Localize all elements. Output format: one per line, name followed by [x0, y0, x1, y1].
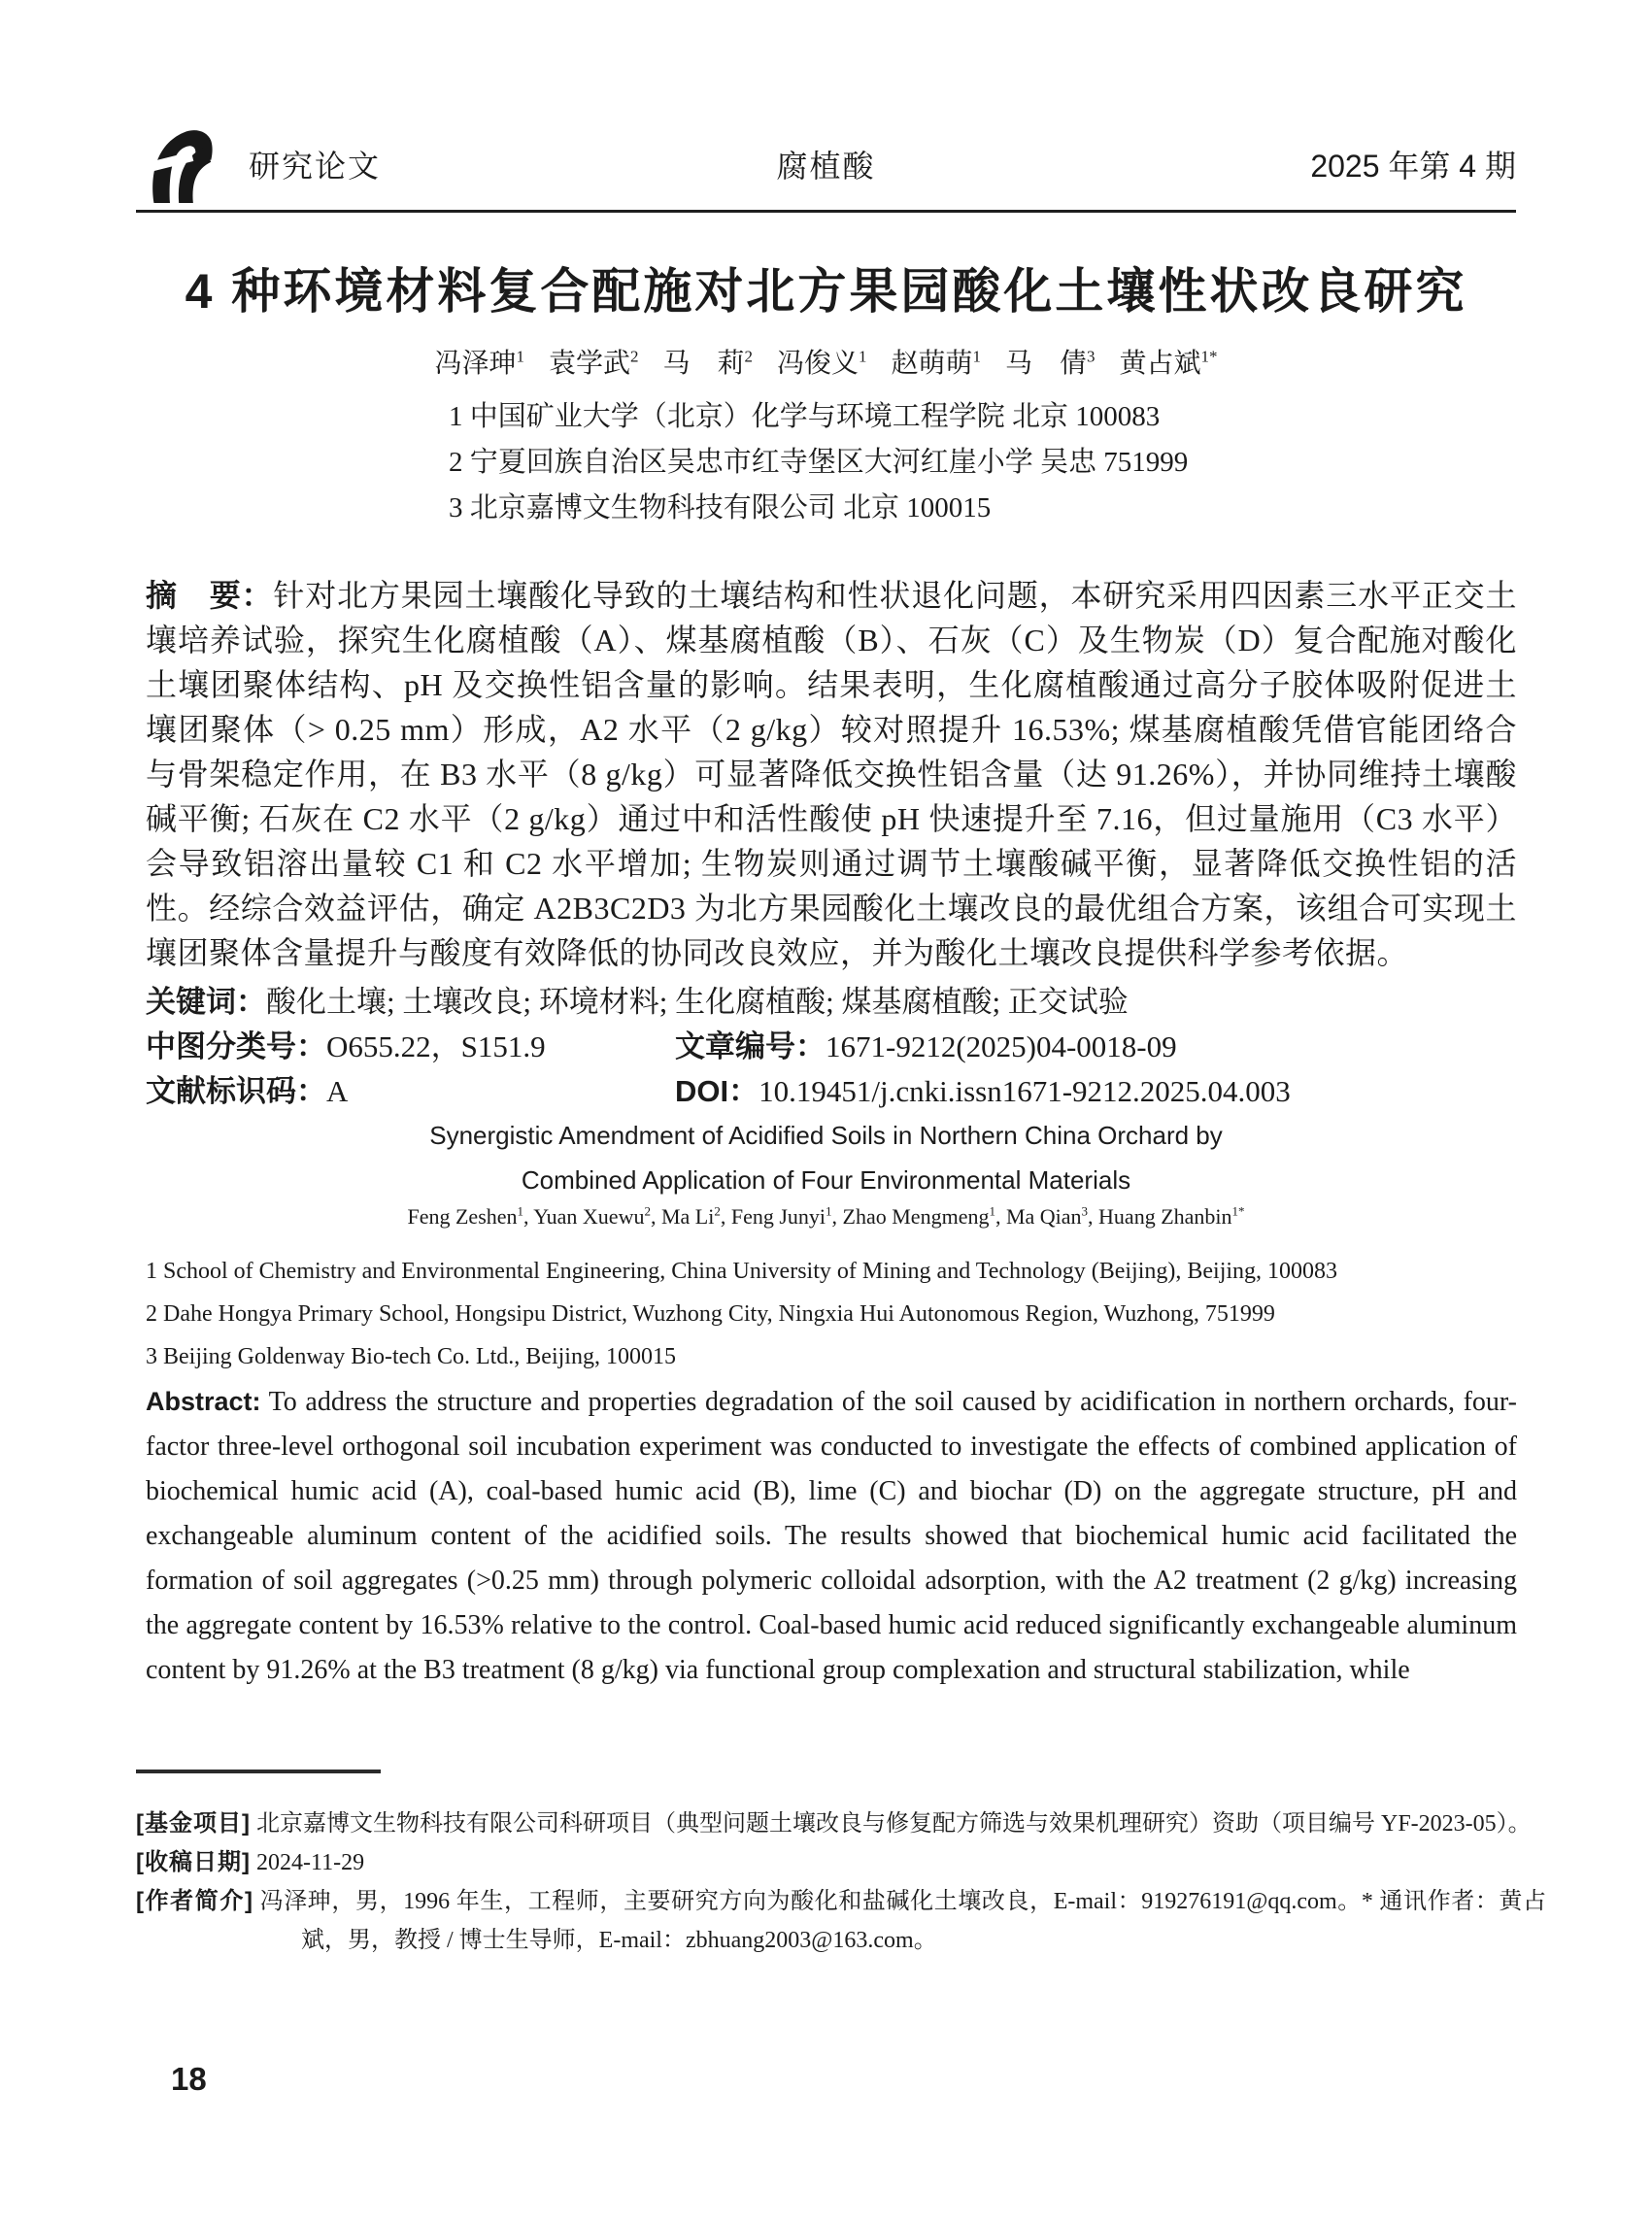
- author-superscript: 1*: [1231, 1204, 1245, 1219]
- footnote-item: [136, 1882, 1546, 1960]
- author-name: Yuan Xuewu: [533, 1204, 645, 1230]
- author-superscript: 2: [714, 1204, 721, 1219]
- doc-code-pair: [146, 1066, 675, 1110]
- author-superscript: 1: [517, 1204, 524, 1219]
- footnote-text: 2024-11-29: [255, 1850, 365, 1875]
- author-name: Feng Zeshen: [407, 1204, 518, 1230]
- footnote-item: [136, 1843, 1546, 1882]
- author-name: 黄占斌: [1119, 349, 1201, 379]
- keywords-label: 关键词：: [146, 985, 266, 1019]
- doi-pair: [675, 1066, 1517, 1110]
- author-name: 袁学武: [548, 349, 630, 379]
- doc-code-label: 文献标识码：: [146, 1074, 326, 1108]
- article-id-label: 文章编号：: [675, 1029, 826, 1063]
- abstract-label: 摘 要：: [146, 578, 274, 613]
- affiliation-line: 1 中国矿业大学（北京）化学与环境工程学院 北京 100083: [449, 401, 1161, 432]
- footnote-label: [作者简介]: [136, 1888, 253, 1914]
- author-en: [1006, 1204, 1098, 1229]
- issue-label: 2025 年第 4 期: [1310, 149, 1516, 184]
- author-en: [407, 1204, 533, 1229]
- affiliation-line: 2 Dahe Hongya Primary School, Hongsipu District, Wuzhong City, Ningxia Hui Autonomous Region, Wuzhong, 751999: [146, 1301, 1275, 1327]
- author-superscript: 2: [629, 347, 639, 366]
- affiliations-en: [146, 1250, 1517, 1378]
- abstract-en: [146, 1379, 1517, 1693]
- doi-value: 10.19451/j.cnki.issn1671-9212.2025.04.003: [759, 1074, 1291, 1108]
- author-en: [1098, 1204, 1244, 1229]
- doi-label: DOI：: [675, 1074, 759, 1108]
- affiliations-cn: [449, 394, 1188, 531]
- abstract-cn: [146, 573, 1517, 975]
- author-cn: [434, 349, 524, 379]
- author-name: Feng Junyi: [730, 1204, 826, 1230]
- footnote-label: [收稿日期]: [136, 1849, 251, 1875]
- abstract-text: 针对北方果园土壤酸化导致的土壤结构和性状退化问题，本研究采用四因素三水平正交土壤培养试验，探究生化腐植酸（A）、煤基腐植酸（B）、石灰（C）及生物炭（D）复合配施对酸化土壤团聚体结构、pH 及交换性铝含量的影响。结果表明，生化腐植酸通过高分子胶体吸附促进土壤团聚体（> 0.25 mm）形成，A2 水平（2 g/kg）较对照提升 16.53%; 煤基腐植酸凭借官能团络合与骨架稳定作用，在 B3 水平（8 g/kg）可显著降低交换性铝含量（达 91.26%），并协同维持土壤酸碱平衡; 石灰在 C2 水平（2 g/kg）通过中和活性酸使 pH 快速提升至 7.16，但过量施用（C3 水平）会导致铝溶出量较 C1 和 C2 水平增加; 生物炭则通过调节土壤酸碱平衡，显著降低交换性铝的活性。经综合效益评估，确定 A2B3C2D3 为北方果园酸化土壤改良的最优组合方案，该组合可实现土壤团聚体含量提升与酸度有效降低的协同改良效应，并为酸化土壤改良提供科学参考依据。: [146, 578, 1517, 970]
- author-superscript: 3: [1087, 347, 1096, 366]
- author-cn: [1120, 349, 1218, 379]
- author-superscript: 2: [644, 1204, 651, 1219]
- footnotes: [136, 1804, 1546, 1960]
- article-title-cn: 4 种环境材料复合配施对北方果园酸化土壤性状改良研究: [185, 264, 1467, 319]
- doc-code-value: A: [326, 1074, 349, 1108]
- journal-name: 腐植酸: [776, 149, 876, 184]
- author-separator: ,: [523, 1204, 534, 1230]
- footnote-label: [基金项目]: [136, 1810, 251, 1837]
- affiliation-line: 2 宁夏回族自治区吴忠市红寺堡区大河红崖小学 吴忠 751999: [449, 447, 1189, 478]
- author-superscript: 1: [972, 347, 982, 366]
- author-en: [661, 1204, 731, 1229]
- article-title-en-line1: Synergistic Amendment of Acidified Soils in Northern China Orchard by: [429, 1121, 1223, 1150]
- clc-label: 中图分类号：: [146, 1029, 326, 1063]
- footnote-item: [136, 1804, 1546, 1843]
- clc-pair: [146, 1022, 675, 1065]
- author-name: 冯俊义: [776, 349, 859, 379]
- author-name: 马 倩: [1005, 349, 1088, 379]
- author-superscript: 1: [516, 347, 524, 366]
- author-superscript: 3: [1081, 1204, 1089, 1219]
- article-title-en-line2: Combined Application of Four Environmental Materials: [521, 1165, 1131, 1195]
- author-en: [533, 1204, 661, 1229]
- author-cn: [662, 349, 753, 379]
- author-separator: ,: [650, 1204, 661, 1230]
- abstract-en-label: Abstract:: [146, 1387, 261, 1416]
- keywords-text: 酸化土壤; 土壤改良; 环境材料; 生化腐植酸; 煤基腐植酸; 正交试验: [266, 985, 1129, 1019]
- author-en: [731, 1204, 843, 1229]
- author-separator: ,: [831, 1204, 843, 1230]
- affiliation-line: 1 School of Chemistry and Environmental Engineering, China University of Mining and Technology (Beijing), Beijing, 100083: [146, 1259, 1338, 1284]
- affiliation-line: 3 Beijing Goldenway Bio-tech Co. Ltd., Beijing, 100015: [146, 1344, 676, 1369]
- author-cn: [549, 349, 639, 379]
- section-label: 研究论文: [249, 149, 382, 184]
- author-superscript: 1: [859, 347, 867, 366]
- classification-row: [146, 1022, 1517, 1065]
- author-superscript: 1: [826, 1204, 832, 1219]
- author-name: Ma Li: [660, 1204, 715, 1230]
- article-title-en: [0, 1113, 1652, 1202]
- author-cn: [1005, 349, 1096, 379]
- author-separator: ,: [1088, 1204, 1099, 1230]
- clc-value: O655.22，S151.9: [326, 1029, 546, 1063]
- authors-en: [0, 1204, 1652, 1230]
- footnote-separator: [136, 1770, 381, 1773]
- footnote-text: 冯泽珅，男，1996 年生，工程师，主要研究方向为酸化和盐碱化土壤改良，E-mail：919276191@qq.com。* 通讯作者：黄占斌，男，教授 / 博士生导师，E-mail：zbhuang2003@163.com。: [259, 1889, 1547, 1953]
- footnote-text: 北京嘉博文生物科技有限公司科研项目（典型问题土壤改良与修复配方筛选与效果机理研究）资助（项目编号 YF-2023-05）。: [255, 1811, 1532, 1837]
- author-cn: [892, 349, 982, 379]
- doc-code-row: [146, 1066, 1517, 1110]
- author-superscript: 1*: [1200, 347, 1218, 366]
- author-cn: [777, 349, 867, 379]
- author-name: 冯泽珅: [434, 349, 517, 379]
- article-id-pair: [675, 1022, 1517, 1065]
- author-name: 赵萌萌: [891, 349, 973, 379]
- affiliation-line: 3 北京嘉博文生物科技有限公司 北京 100015: [449, 492, 992, 523]
- author-name: Zhao Mengmeng: [842, 1204, 990, 1230]
- article-id-value: 1671-9212(2025)04-0018-09: [826, 1029, 1177, 1063]
- author-name: 马 莉: [662, 349, 745, 379]
- author-name: Ma Qian: [1005, 1204, 1082, 1230]
- author-superscript: 2: [744, 347, 753, 366]
- authors-cn: [0, 342, 1652, 381]
- abstract-en-text: To address the structure and properties degradation of the soil caused by acidification in northern orchards, four-factor three-level orthogonal soil incubation experiment was conducted to investigate the effects of combined application of biochemical humic acid (A), coal-based humic acid (B), lime (C) and biochar (D) on the aggregate structure, pH and exchangeable aluminum content of the acidified soils. The results showed that biochemical humic acid facilitated the formation of soil aggregates (>0.25 mm) through polymeric colloidal adsorption, with the A2 treatment (2 g/kg) increasing the aggregate content by 16.53% relative to the control. Coal-based humic acid reduced significantly exchangeable aluminum content by 91.26% at the B3 treatment (8 g/kg) via functional group complexation and structural stabilization, while: [146, 1387, 1517, 1685]
- author-separator: ,: [995, 1204, 1006, 1230]
- page-number: 18: [171, 2061, 207, 2097]
- author-name: Huang Zhanbin: [1098, 1204, 1232, 1230]
- keywords-row: [146, 977, 1517, 1021]
- journal-header: [136, 118, 1516, 213]
- author-superscript: 1: [989, 1204, 995, 1219]
- author-separator: ,: [720, 1204, 731, 1230]
- author-en: [843, 1204, 1006, 1229]
